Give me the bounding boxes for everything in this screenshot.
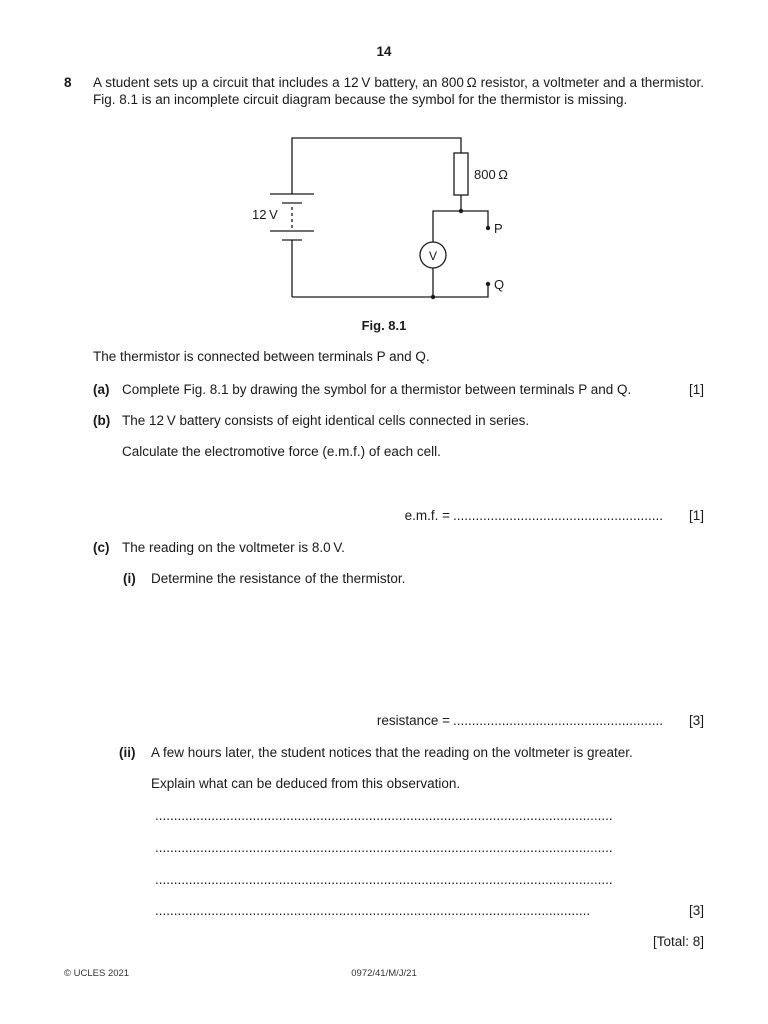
footer-copyright: © UCLES 2021 [64, 968, 130, 979]
battery-label: 12 V [252, 207, 278, 222]
part-a-marks: [1] [688, 382, 704, 397]
terminal-p-label: P [494, 221, 503, 236]
page-number: 14 [376, 44, 392, 59]
part-b-label: (b) [93, 413, 111, 428]
part-a-text: Complete Fig. 8.1 by drawing the symbol for a thermistor between terminals P and Q. [122, 382, 632, 397]
answer-line-3[interactable]: .......................................................................................................................... [155, 872, 613, 887]
answer-line-2[interactable]: .......................................................................................................................... [155, 840, 613, 855]
terminal-q-label: Q [494, 277, 505, 292]
voltmeter-label: V [428, 249, 438, 263]
resistor [454, 153, 468, 195]
part-c-i-label: (i) [123, 571, 136, 586]
top-wire [292, 138, 461, 194]
part-c-ii-marks: [3] [688, 903, 704, 918]
answer-line-1[interactable]: .......................................................................................................................... [155, 808, 613, 823]
emf-answer-line[interactable]: ........................................................ [453, 508, 664, 523]
part-c-i-text: Determine the resistance of the thermistor. [151, 571, 406, 586]
total-marks: [Total: 8] [652, 934, 704, 949]
question-number: 8 [64, 75, 72, 90]
footer-code: 0972/41/M/J/21 [351, 968, 417, 979]
part-c-text: The reading on the voltmeter is 8.0 V. [122, 540, 345, 555]
part-a-label: (a) [93, 382, 110, 397]
part-b-text: The 12 V battery consists of eight identical cells connected in series. [122, 413, 530, 428]
junction-dot-bottom [431, 295, 435, 299]
answer-line-4[interactable]: .................................................................................................................... [155, 903, 591, 918]
part-b-instruction: Calculate the electromotive force (e.m.f.) of each cell. [122, 444, 441, 459]
p-branch-wire [433, 211, 488, 242]
resistor-label: 800 Ω [474, 167, 509, 182]
statement: The thermistor is connected between terminals P and Q. [93, 349, 430, 364]
question-intro: A student sets up a circuit that includes a 12 V battery, an 800 Ω resistor, a voltmeter and a thermistor. Fig. 8.1 is an incomplete circuit diagram because the symbol for the thermistor is missing. [93, 75, 704, 107]
terminal-p [486, 226, 490, 230]
resistance-answer-line[interactable]: ........................................................ [453, 713, 664, 728]
part-c-i-marks: [3] [688, 713, 704, 728]
figure-caption: Fig. 8.1 [361, 318, 407, 333]
part-b-marks: [1] [688, 508, 704, 523]
junction-dot-top [459, 209, 463, 213]
resistance-answer-label: resistance = [376, 713, 450, 728]
part-c-label: (c) [93, 540, 110, 555]
terminal-q [486, 282, 490, 286]
part-c-ii-text: A few hours later, the student notices that the reading on the voltmeter is greater. [151, 745, 633, 760]
circuit-diagram [0, 0, 768, 320]
part-c-ii-label: (ii) [119, 745, 136, 760]
emf-answer-label: e.m.f. = [404, 508, 450, 523]
bottom-wire [292, 284, 488, 297]
part-c-ii-instruction: Explain what can be deduced from this observation. [151, 776, 461, 791]
